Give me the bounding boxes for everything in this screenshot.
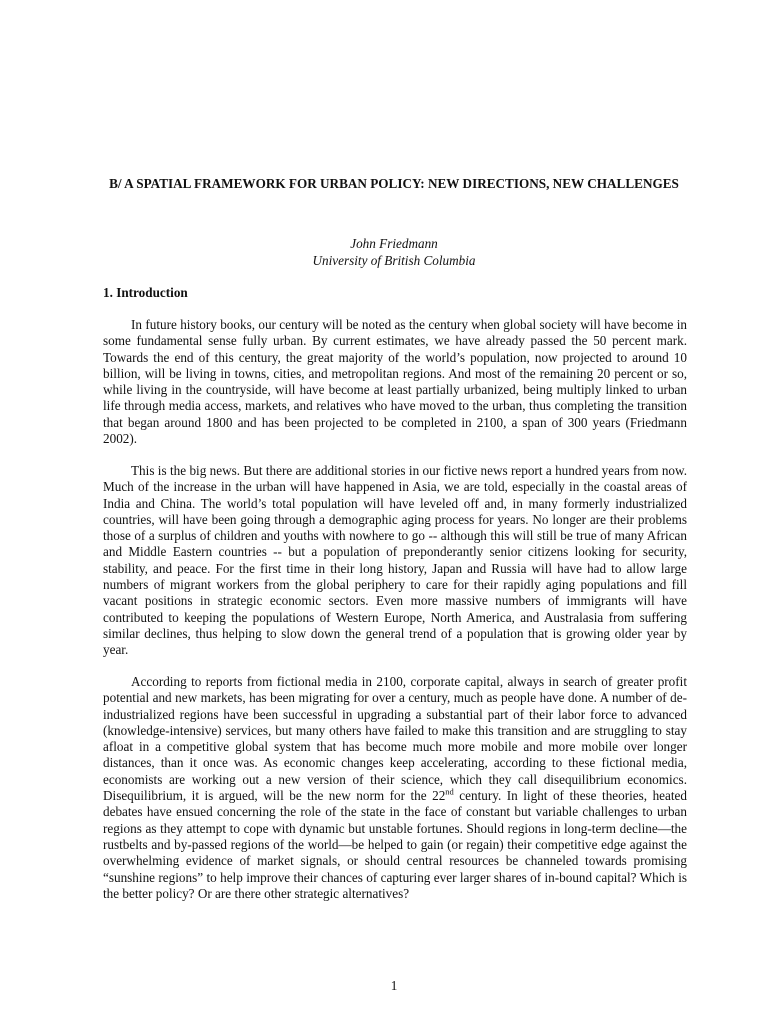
author-affiliation: University of British Columbia [312, 253, 476, 268]
paragraph-3-part-1: According to reports from fictional media in 2100, corporate capital, always in search of greater profit potential and new markets, has been migrating for over a century, much as people have done. A number of de-industrialized regions have been successful in upgrading a substantial part of their labor force to advanced (knowledge-intensive) services, but many others have failed to make this transition and are struggling to stay afloat in a competitive global system that has become much more mobile and more mobile over longer distances, than it once was. As economic changes keep accelerating, according to these fictional media, economists are working out a new version of their science, which they call disequilibrium economics. Disequilibrium, it is argued, will be the new norm for the 22 [103, 674, 687, 804]
document-title: B/ A SPATIAL FRAMEWORK FOR URBAN POLICY: NEW DIRECTIONS, NEW CHALLENGES [109, 176, 679, 191]
paragraph-2: This is the big news. But there are additional stories in our fictive news report a hundred years from now. Much of the increase in the urban will have happened in Asia, we are told, especially in the coastal areas of India and China. The world’s total population will have leveled off and, in many formerly industrialized countries, will have been going through a demographic aging process for years. No longer are their problems those of a surplus of children and youths with nowhere to go -- although this will still be true of many African and Middle Eastern countries -- but a population of preponderantly senior citizens looking for security, stability, and peace. For the first time in their long history, Japan and Russia will have had to allow large numbers of migrant workers from the global periphery to care for their rapidly aging populations and fill vacant positions in strategic economic sectors. Even more massive numbers of immigrants will have contributed to keeping the populations of Western Europe, North America, and Australasia from suffering similar declines, thus helping to slow down the general trend of a population that is growing older year by year. [103, 463, 687, 658]
section-heading: 1. Introduction [103, 285, 188, 300]
paragraph-1: In future history books, our century will be noted as the century when global society will have become in some fundamental sense fully urban. By current estimates, we have already passed the 50 percent mark. Towards the end of this century, the great majority of the world’s population, now projected to around 10 billion, will be living in towns, cities, and metropolitan regions. And most of the remaining 20 percent or so, while living in the countryside, will have become at least partially urbanized, being multiply linked to urban life through media access, markets, and relatives who have moved to the urban, thus completing the transition that began around 1800 and has been projected to be completed in 2100, a span of 300 years (Friedmann 2002). [103, 317, 687, 447]
page-number: 1 [390, 978, 398, 993]
paragraph-3-part-2: century. In light of these theories, heated debates have ensued concerning the role of the state in the face of constant but variable challenges to urban regions as they attempt to cope with dynamic but unstable fortunes. Should regions in long-term decline—the rustbelts and by-passed regions of the world—be helped to gain (or regain) their competitive edge against the overwhelming evidence of market signals, or should central resources be channeled towards promising “sunshine regions” to help improve their chances of capturing ever larger shares of in-bound capital? Which is the better policy? Or are there other strategic alternatives? [103, 788, 687, 901]
paragraph-3 [103, 674, 687, 902]
author-block [100, 235, 688, 269]
author-name: John Friedmann [350, 236, 438, 251]
ordinal-superscript: nd [445, 786, 454, 797]
